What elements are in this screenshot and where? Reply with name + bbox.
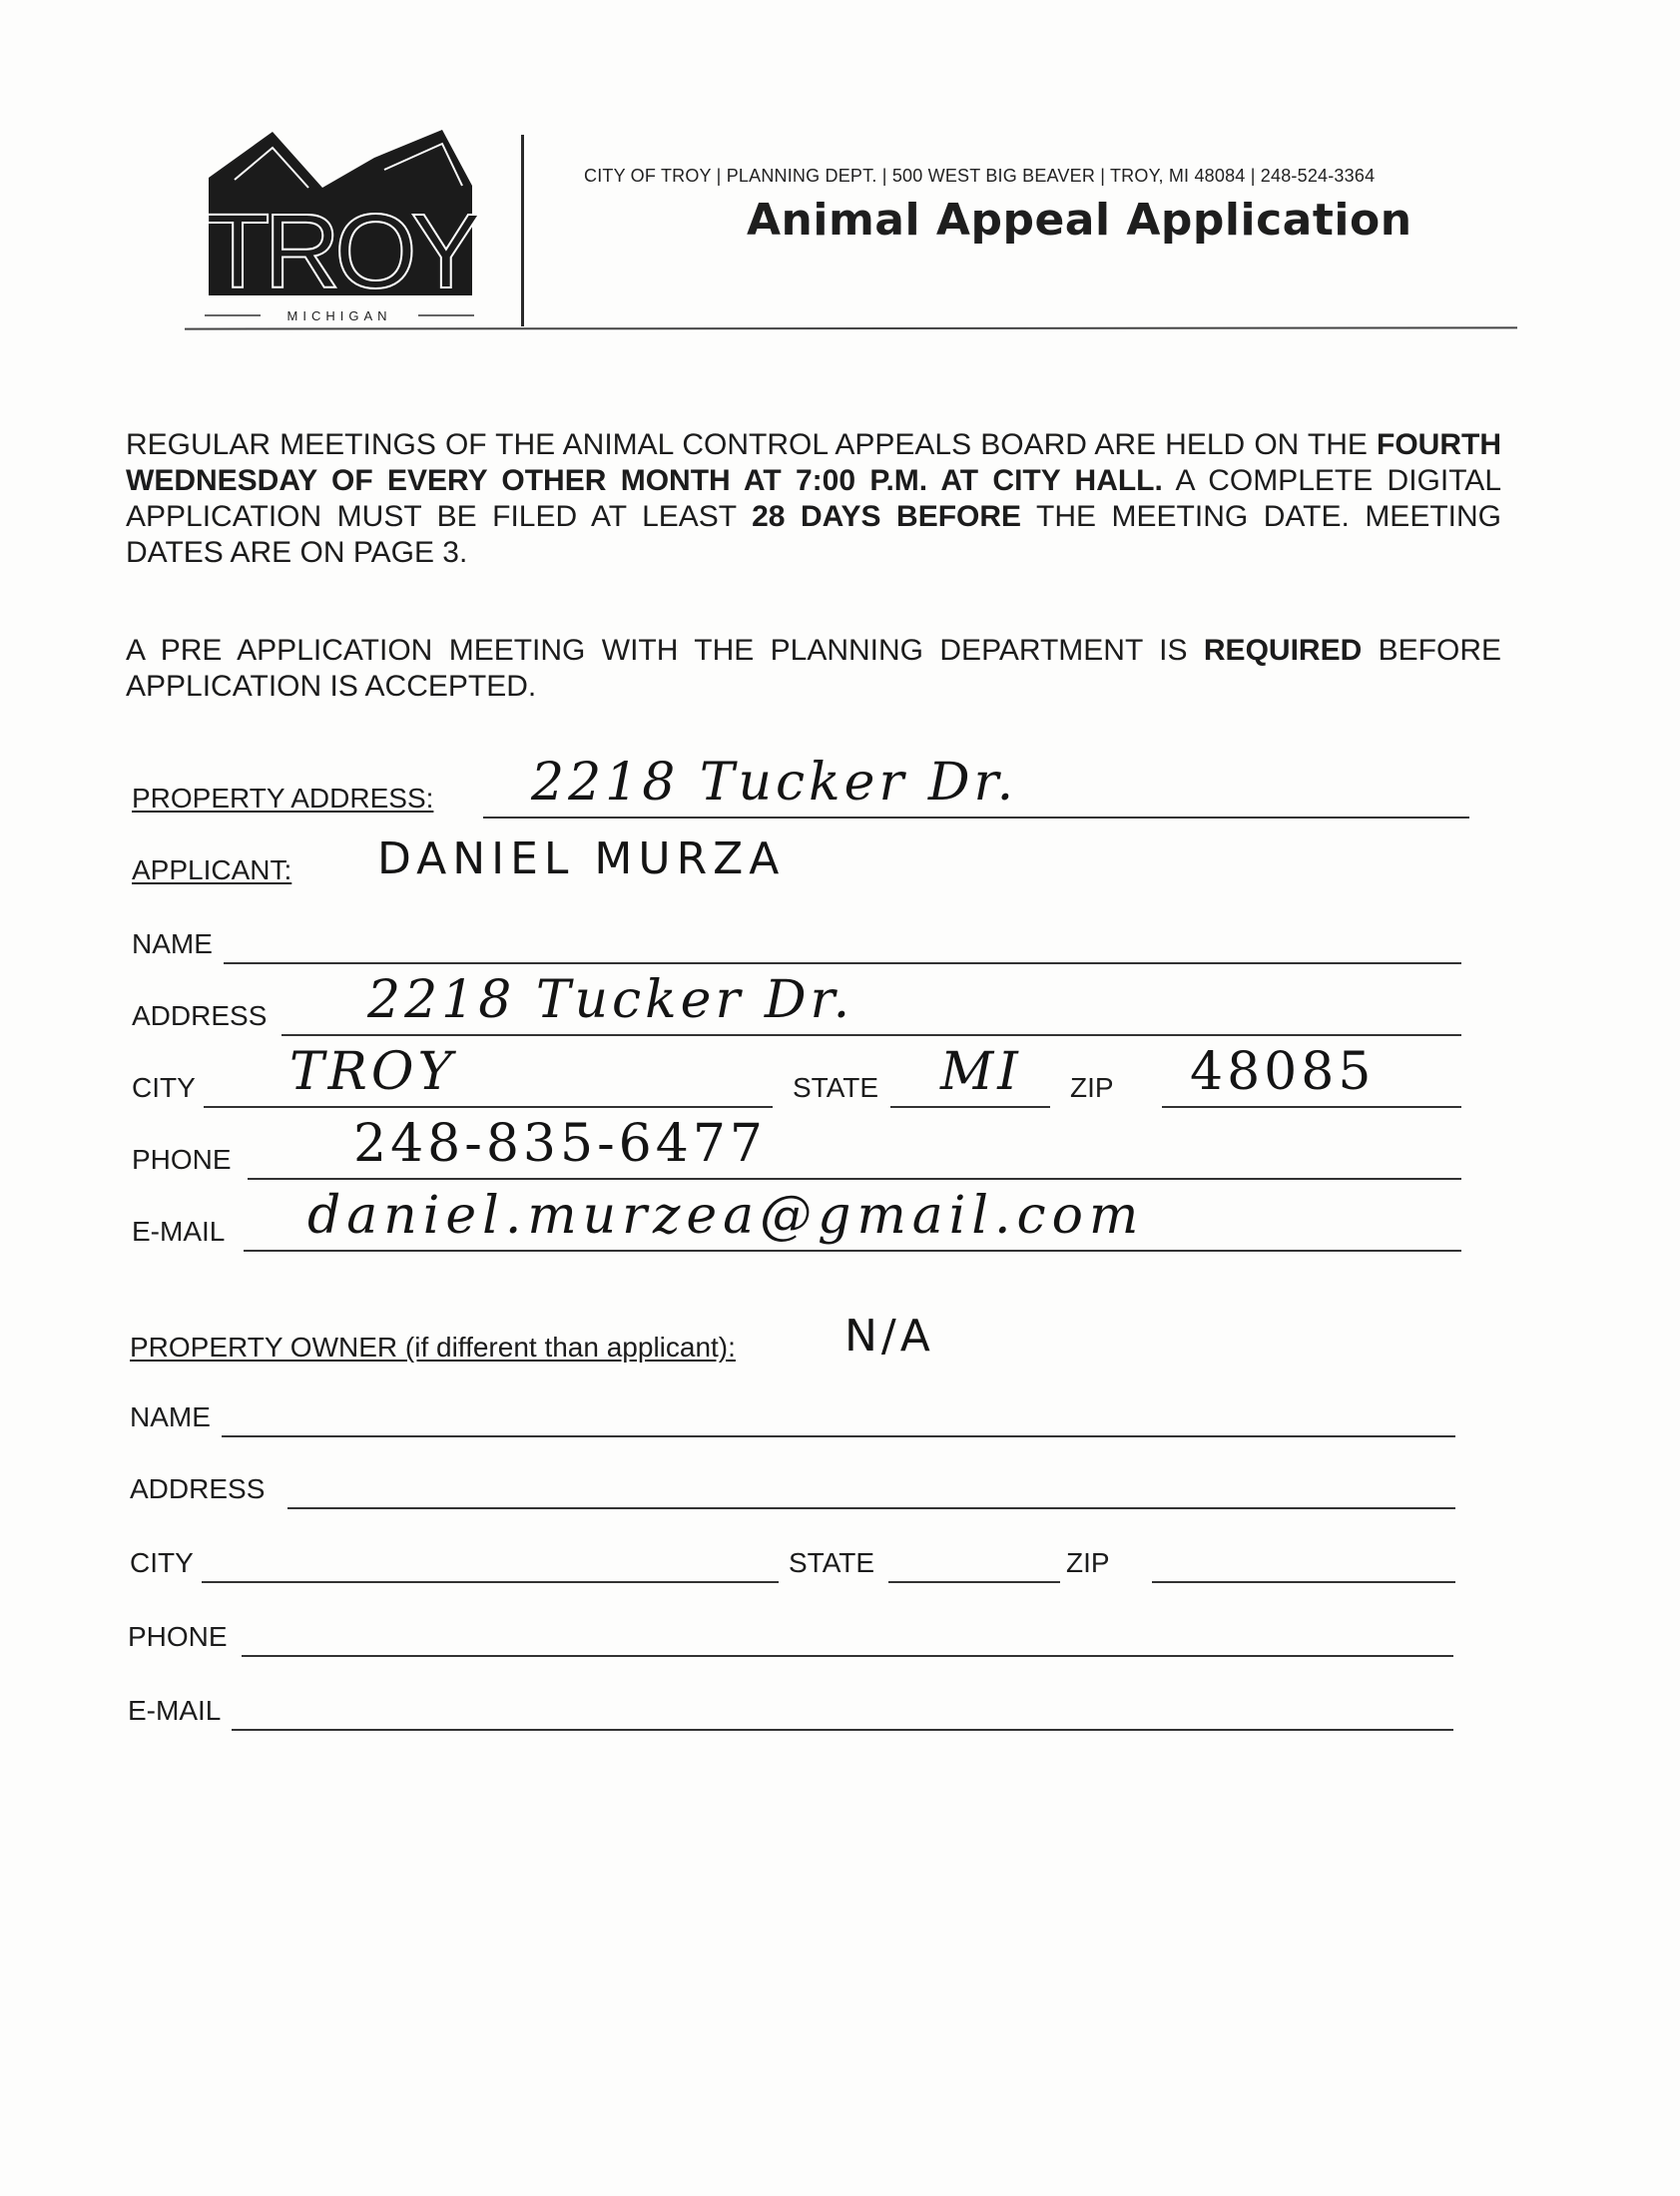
owner-city-state-zip-row <box>130 1543 1455 1583</box>
applicant-phone-field[interactable] <box>132 1114 1461 1180</box>
troy-logo <box>205 128 479 332</box>
form-title: Animal Appeal Application <box>747 195 1412 246</box>
owner-value: N/A <box>844 1311 934 1362</box>
applicant-value: DANIEL MURZA <box>377 833 786 884</box>
owner-zip-label: ZIP <box>1066 1547 1110 1578</box>
property-address-label: PROPERTY ADDRESS: <box>132 783 434 814</box>
owner-zip-field[interactable] <box>1152 1581 1455 1583</box>
applicant-email-field[interactable] <box>132 1186 1461 1252</box>
owner-state-label: STATE <box>789 1547 875 1578</box>
applicant-state-value: MI <box>940 1042 1022 1102</box>
header-rule <box>185 326 1517 329</box>
applicant-zip-field[interactable] <box>1162 1106 1461 1108</box>
applicant-heading <box>132 833 1030 890</box>
applicant-city-state-zip-row <box>132 1042 1461 1108</box>
owner-email-field[interactable] <box>128 1691 1453 1731</box>
property-address-value: 2218 Tucker Dr. <box>531 753 1018 813</box>
owner-address-label: ADDRESS <box>130 1473 266 1504</box>
logo-subword: MICHIGAN <box>286 308 392 323</box>
owner-name-label: NAME <box>130 1401 211 1432</box>
header-divider <box>521 135 524 326</box>
owner-city-field[interactable] <box>202 1581 779 1583</box>
applicant-state-field[interactable] <box>890 1106 1050 1108</box>
owner-heading <box>130 1311 1128 1368</box>
applicant-city-value: TROY <box>289 1042 456 1102</box>
pre-application-paragraph: A PRE APPLICATION MEETING WITH THE PLANNING DEPARTMENT IS REQUIRED BEFORE APPLICATION IS ACCEPTED. <box>126 634 1501 703</box>
applicant-state-label: STATE <box>793 1072 879 1103</box>
logo-word: TROY <box>205 193 476 310</box>
applicant-address-value: 2218 Tucker Dr. <box>367 970 854 1030</box>
applicant-phone-label: PHONE <box>132 1144 232 1175</box>
applicant-name-label: NAME <box>132 928 213 959</box>
property-address-field[interactable] <box>132 753 1469 819</box>
owner-label: PROPERTY OWNER (if different than applicant): <box>130 1332 736 1363</box>
applicant-zip-value: 48085 <box>1190 1042 1376 1102</box>
contact-line: CITY OF TROY | PLANNING DEPT. | 500 WEST BIG BEAVER | TROY, MI 48084 | 248-524-3364 <box>584 166 1376 186</box>
owner-state-field[interactable] <box>888 1581 1060 1583</box>
applicant-zip-label: ZIP <box>1070 1072 1114 1103</box>
owner-name-field[interactable] <box>130 1397 1455 1437</box>
applicant-email-value: daniel.murzea@gmail.com <box>307 1186 1145 1246</box>
applicant-label: APPLICANT: <box>132 854 292 885</box>
owner-city-label: CITY <box>130 1547 194 1578</box>
owner-phone-label: PHONE <box>128 1621 228 1652</box>
applicant-address-field[interactable] <box>132 970 1461 1036</box>
applicant-address-label: ADDRESS <box>132 1000 268 1031</box>
applicant-city-label: CITY <box>132 1072 196 1103</box>
meeting-info-paragraph: REGULAR MEETINGS OF THE ANIMAL CONTROL APPEALS BOARD ARE HELD ON THE FOURTH WEDNESDAY OF EVERY OTHER MONTH AT 7:00 P.M. AT CITY HALL. A COMPLETE DIGITAL APPLICATION MUST BE FILED AT LEAST 28 DAYS BEFORE THE MEETING DATE. MEETING DATES ARE ON PAGE 3. <box>126 428 1502 569</box>
applicant-city-field[interactable] <box>204 1106 773 1108</box>
applicant-phone-value: 248-835-6477 <box>353 1114 767 1174</box>
applicant-email-label: E-MAIL <box>132 1216 226 1247</box>
owner-phone-field[interactable] <box>128 1617 1453 1657</box>
owner-email-label: E-MAIL <box>128 1695 222 1726</box>
applicant-name-field[interactable] <box>132 924 1461 964</box>
owner-address-field[interactable] <box>130 1469 1455 1509</box>
